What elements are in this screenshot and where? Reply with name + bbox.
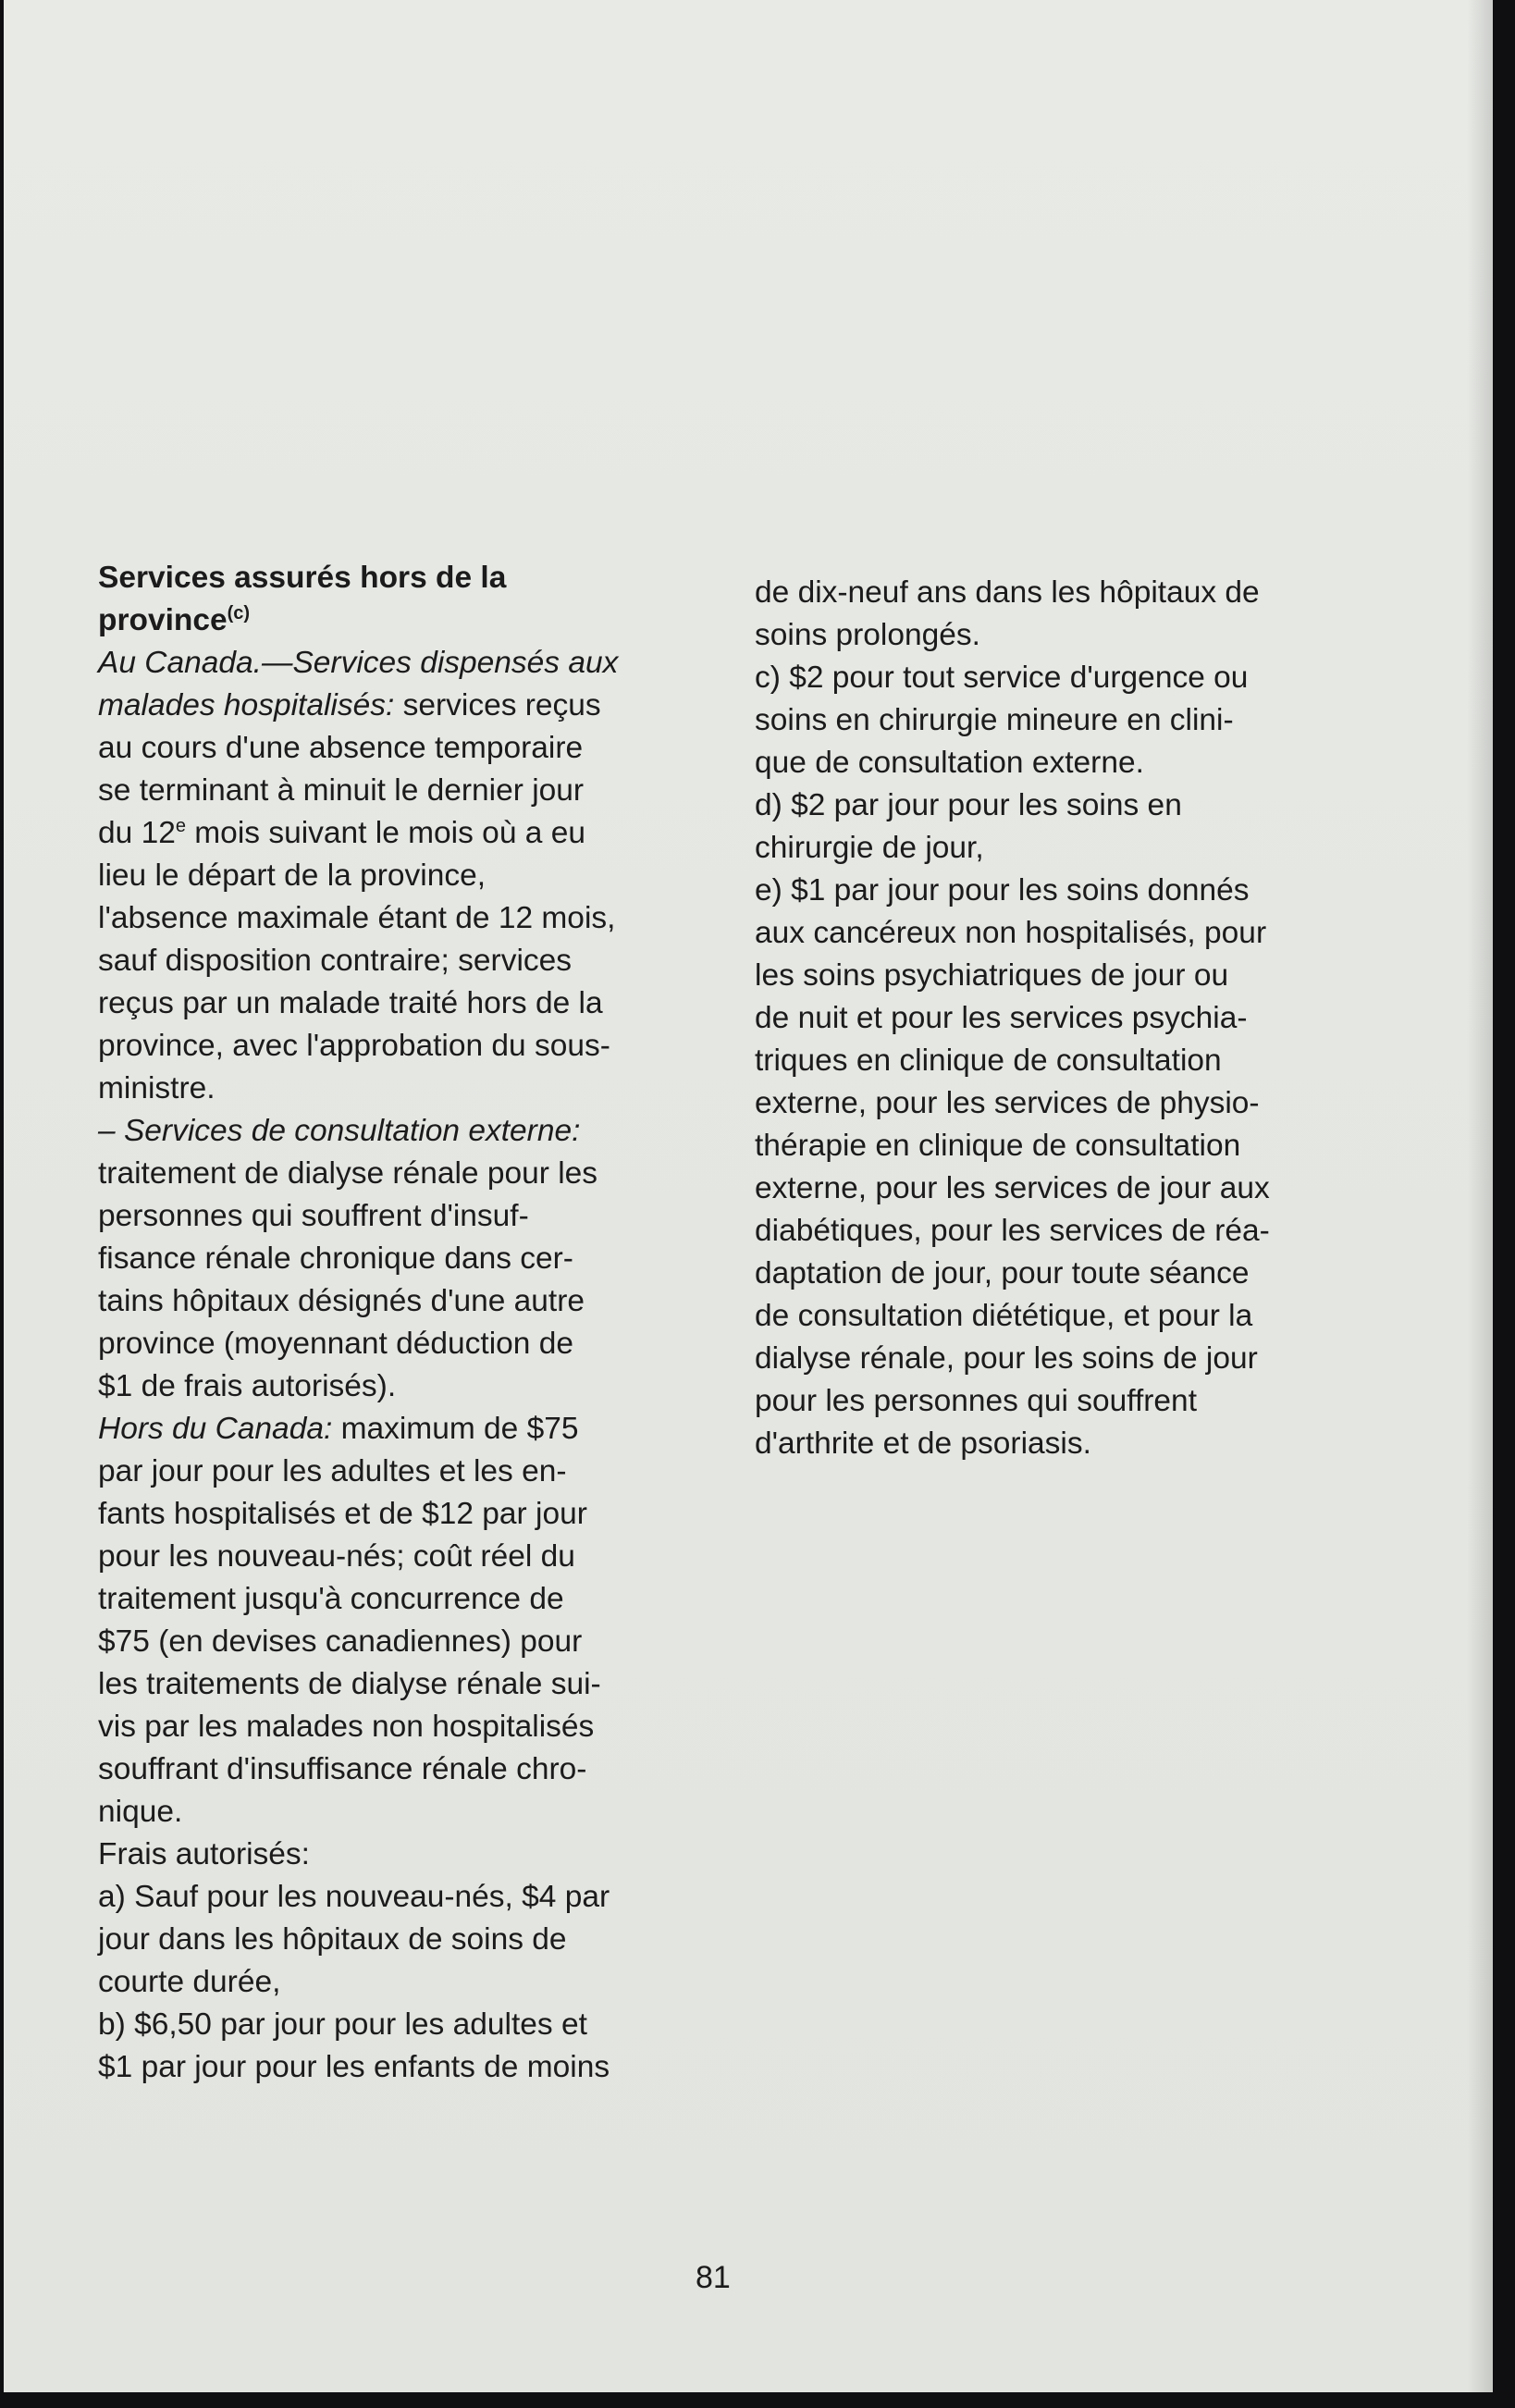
text-line: d'arthrite et de psoriasis. <box>755 1426 1091 1461</box>
text-line <box>98 1961 727 2004</box>
text-run: traitement jusqu'à concurrence de <box>98 1582 564 1616</box>
text-line <box>98 982 727 1025</box>
text-line <box>98 642 727 685</box>
text-line: diabétiques, pour les services de réa- <box>755 1214 1270 1248</box>
text-line: soins en chirurgie mineure en clini- <box>755 703 1234 737</box>
left-column <box>98 557 727 2089</box>
text-line: triques en clinique de consultation <box>755 1043 1222 1078</box>
text-line: de nuit et pour les services psychia- <box>755 1001 1248 1035</box>
text-run: $1 par jour pour les enfants de moins <box>98 2050 610 2084</box>
text-line <box>98 1663 727 1706</box>
text-line <box>98 1536 727 1578</box>
text-line <box>98 2004 727 2046</box>
text-line <box>98 855 727 897</box>
text-line: aux cancéreux non hospitalisés, pour <box>755 916 1267 950</box>
text-run: mois suivant le mois où a eu <box>185 816 585 850</box>
text-run: sauf disposition contraire; services <box>98 944 573 978</box>
text-run: Frais autorisés: <box>98 1837 310 1871</box>
heading-province: province <box>98 603 228 637</box>
text-line: de consultation diététique, et pour la <box>755 1299 1253 1333</box>
text-line <box>98 1706 727 1748</box>
text-run: vis par les malades non hospitalisés <box>98 1710 595 1744</box>
text-line: que de consultation externe. <box>755 746 1144 780</box>
text-line: les soins psychiatriques de jour ou <box>755 958 1229 993</box>
text-line: d) $2 par jour pour les soins en <box>755 788 1182 822</box>
text-line <box>98 1323 727 1365</box>
text-line <box>98 1578 727 1621</box>
text-line <box>98 1365 727 1408</box>
italic-run: malades hospitalisés: <box>98 688 395 722</box>
italic-run: Hors du Canada: <box>98 1412 333 1446</box>
text-run: au cours d'une absence temporaire <box>98 731 584 765</box>
document-page <box>4 0 1493 2392</box>
text-line <box>98 1791 727 1834</box>
text-line: daptation de jour, pour toute séance <box>755 1256 1250 1290</box>
text-run: $1 de frais autorisés). <box>98 1369 397 1403</box>
text-line <box>98 770 727 812</box>
text-line <box>98 1195 727 1238</box>
text-line <box>98 940 727 982</box>
text-line <box>98 1919 727 1961</box>
text-run: lieu le départ de la province, <box>98 858 487 893</box>
text-run: se terminant à minuit le dernier jour <box>98 773 585 808</box>
text-line <box>98 1621 727 1663</box>
text-line <box>98 897 727 940</box>
text-run: maximum de $75 <box>332 1412 579 1446</box>
superscript: e <box>175 815 186 836</box>
text-line: dialyse rénale, pour les soins de jour <box>755 1341 1258 1376</box>
text-run: province, avec l'approbation du sous- <box>98 1029 610 1063</box>
text-run: a) Sauf pour les nouveau-nés, $4 par <box>98 1880 610 1914</box>
text-run: province (moyennant déduction de <box>98 1327 573 1361</box>
text-line: soins prolongés. <box>755 618 980 652</box>
text-line: thérapie en clinique de consultation <box>755 1129 1241 1163</box>
text-line <box>98 2046 727 2089</box>
text-run: nique. <box>98 1795 183 1829</box>
section-heading-line2 <box>98 599 727 642</box>
text-line <box>98 1025 727 1068</box>
text-run: tains hôpitaux désignés d'une autre <box>98 1284 585 1318</box>
right-column-body <box>755 572 1384 1465</box>
text-line <box>98 685 727 727</box>
text-run: jour dans les hôpitaux de soins de <box>98 1922 567 1957</box>
text-run: b) $6,50 par jour pour les adultes et <box>98 2007 587 2042</box>
page-edge-shadow <box>1467 0 1493 2392</box>
text-run: les traitements de dialyse rénale sui- <box>98 1667 601 1701</box>
text-line: chirurgie de jour, <box>755 831 984 865</box>
page-number: 81 <box>696 2260 731 2295</box>
text-line: de dix-neuf ans dans les hôpitaux de <box>755 575 1260 610</box>
text-line <box>98 1280 727 1323</box>
text-run: l'absence maximale étant de 12 mois, <box>98 901 616 935</box>
text-run: services reçus <box>394 688 601 722</box>
text-run: $75 (en devises canadiennes) pour <box>98 1624 583 1659</box>
text-line <box>98 727 727 770</box>
text-line <box>98 1451 727 1493</box>
section-heading-line1: Services assurés hors de la <box>98 561 507 595</box>
text-run: ministre. <box>98 1071 216 1105</box>
text-run: fisance rénale chronique dans cer- <box>98 1241 573 1276</box>
text-line <box>98 1748 727 1791</box>
text-run: souffrant d'insuffisance rénale chro- <box>98 1752 587 1786</box>
text-line: pour les personnes qui souffrent <box>755 1384 1197 1418</box>
left-column-body <box>98 642 727 2089</box>
text-line <box>98 1068 727 1110</box>
text-line <box>98 1876 727 1919</box>
text-run: pour les nouveau-nés; coût réel du <box>98 1539 575 1574</box>
text-line <box>98 1110 727 1153</box>
text-line <box>98 1834 727 1876</box>
text-line: e) $1 par jour pour les soins donnés <box>755 873 1250 908</box>
text-line <box>98 1153 727 1195</box>
text-run: personnes qui souffrent d'insuf- <box>98 1199 529 1233</box>
right-column <box>755 572 1384 1465</box>
heading-footnote-marker: (c) <box>227 602 251 624</box>
text-line: externe, pour les services de jour aux <box>755 1171 1270 1205</box>
text-run: courte durée, <box>98 1965 281 1999</box>
text-line <box>98 1408 727 1451</box>
text-line: externe, pour les services de physio- <box>755 1086 1260 1120</box>
text-line: c) $2 pour tout service d'urgence ou <box>755 661 1249 695</box>
text-line <box>98 1493 727 1536</box>
text-line <box>98 1238 727 1280</box>
text-line <box>98 812 727 855</box>
text-run: traitement de dialyse rénale pour les <box>98 1156 598 1191</box>
text-run: fants hospitalisés et de $12 par jour <box>98 1497 587 1531</box>
text-run: par jour pour les adultes et les en- <box>98 1454 567 1488</box>
italic-run: Au Canada.—Services dispensés aux <box>98 646 619 680</box>
italic-run: – Services de consultation externe: <box>98 1114 581 1148</box>
text-run: reçus par un malade traité hors de la <box>98 986 603 1020</box>
text-run: du 12 <box>98 816 176 850</box>
